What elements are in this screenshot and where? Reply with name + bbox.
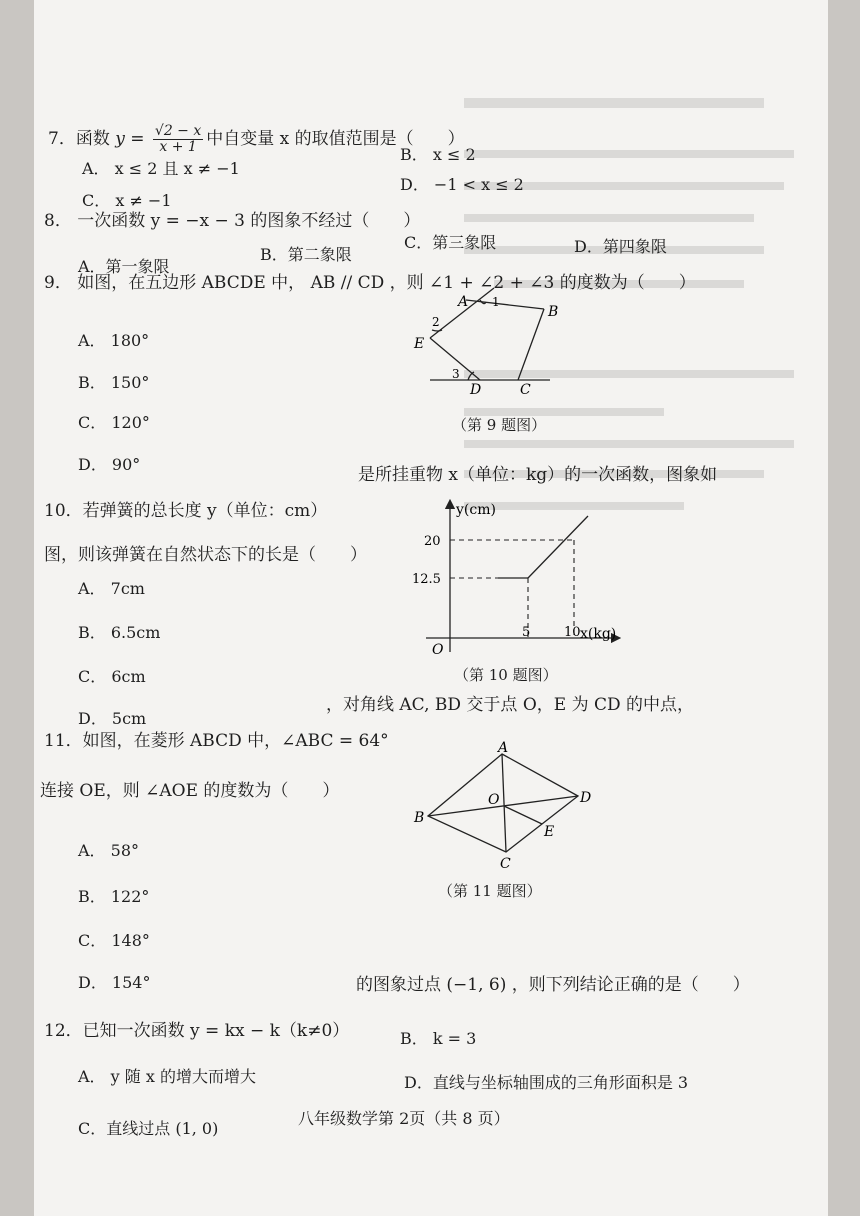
pentagon-label-e: E: [414, 336, 425, 352]
rhombus-label-b: B: [414, 810, 425, 826]
q10-option-a: A． 7cm: [78, 579, 145, 598]
q7-fraction-denominator: x + 1: [159, 139, 197, 155]
page-footer: 八年级数学第 2页（共 8 页）: [298, 1109, 510, 1128]
q11-option-c: C． 148°: [78, 931, 150, 950]
rhombus-label-o: O: [488, 792, 500, 808]
rhombus-label-e: E: [544, 824, 555, 840]
spring-graph: [412, 496, 628, 658]
q12-text-line1: 的图象过点 (−1, 6) ，则下列结论正确的是（ ）: [356, 975, 750, 995]
spring-graph-origin: O: [432, 642, 444, 658]
q7-option-b: B． x ≤ 2: [400, 145, 476, 164]
q9-option-d: D． 90°: [78, 455, 141, 474]
q12-option-a: A． y 随 x 的增大而增大: [78, 1067, 256, 1086]
q9-option-a: A． 180°: [78, 331, 150, 350]
q11-text-line2: 11．如图，在菱形 ABCD 中，∠ABC = 64°: [44, 731, 389, 751]
q10-text-line1: 是所挂重物 x（单位：kg）的一次函数，图象如: [358, 465, 718, 485]
q12-option-d: D．直线与坐标轴围成的三角形面积是 3: [404, 1073, 689, 1092]
q9-option-b: B． 150°: [78, 373, 150, 392]
segment-oe: [504, 806, 542, 824]
q7-option-a: A． x ≤ 2 且 x ≠ −1: [82, 159, 240, 178]
angle-1-label: 1: [492, 295, 500, 309]
q7-option-c: C． x ≠ −1: [82, 191, 172, 210]
q12-option-b: B． k = 3: [400, 1029, 477, 1048]
q7-number: 7．: [48, 129, 76, 149]
pentagon-edge-bc: [518, 309, 544, 380]
q7-fraction-numerator: √2 − x: [154, 123, 202, 139]
q8-option-c: C．第三象限: [404, 233, 497, 252]
q11-option-a: A． 58°: [78, 841, 140, 860]
pentagon-label-d: D: [470, 382, 482, 398]
q10-text-line3: 图，则该弹簧在自然状态下的长是（ ）: [44, 545, 367, 565]
q11-caption: （第 11 题图）: [438, 882, 542, 900]
q9-caption: （第 9 题图）: [452, 416, 547, 434]
spring-graph-ytick-20: 20: [424, 534, 441, 549]
q10-option-c: C． 6cm: [78, 667, 146, 686]
exam-page: [34, 0, 828, 1216]
rhombus-label-c: C: [500, 856, 511, 872]
rhombus-label-a: A: [498, 740, 509, 756]
spring-graph-xtick-10: 10: [564, 625, 581, 640]
pentagon-figure: [408, 286, 598, 398]
q11-option-d: D． 154°: [78, 973, 151, 992]
rhombus-diagonal-ac: [502, 754, 506, 852]
pentagon-label-c: C: [520, 382, 531, 398]
rhombus-figure: [408, 740, 608, 876]
q11-option-b: B． 122°: [78, 887, 150, 906]
q12-option-c: C．直线过点 (1, 0): [78, 1119, 219, 1138]
q10-text-line2: 10．若弹簧的总长度 y（单位：cm）: [44, 501, 328, 521]
q11-text-line1: ，对角线 AC, BD 交于点 O，E 为 CD 的中点，: [326, 695, 695, 715]
spring-graph-y-label: y(cm): [456, 502, 496, 518]
q10-caption: （第 10 题图）: [454, 666, 558, 684]
q12-text-line2: 12．已知一次函数 y = kx − k（k≠0）: [44, 1021, 350, 1041]
q9-stem: 9． 如图，在五边形 ABCDE 中， AB // CD ，则 ∠1 + ∠2 + ∠3 的度数为（ ）: [44, 273, 696, 293]
angle-3-label: 3: [452, 367, 460, 381]
pentagon-label-a: A: [458, 294, 469, 310]
q8-option-a: A．第一象限: [78, 257, 170, 276]
q8-stem: 8． 一次函数 y = −x − 3 的图象不经过（ ）: [44, 211, 421, 231]
q9-option-c: C． 120°: [78, 413, 150, 432]
q7-option-d: D． −1 < x ≤ 2: [400, 175, 524, 194]
rhombus-label-d: D: [580, 790, 592, 806]
spring-graph-xtick-5: 5: [522, 625, 531, 640]
spring-graph-ytick-12-5: 12.5: [412, 572, 441, 587]
angle-2-label: 2: [432, 315, 440, 329]
q7-y-eq: y =: [115, 129, 145, 149]
pentagon-label-b: B: [548, 304, 559, 320]
angle-2-arc: [432, 330, 442, 331]
q10-option-b: B． 6.5cm: [78, 623, 161, 642]
q10-option-d: D． 5cm: [78, 709, 147, 728]
spring-graph-linear-segment: [528, 516, 588, 578]
q7-stem-post: 中自变量 x 的取值范围是（ ）: [206, 129, 465, 149]
q7-fraction: [153, 124, 203, 155]
q8-option-b: B．第二象限: [260, 245, 352, 264]
q11-text-line3: 连接 OE，则 ∠AOE 的度数为（ ）: [40, 781, 340, 801]
q7-stem-pre: 函数: [75, 129, 110, 149]
q8-option-d: D．第四象限: [574, 237, 667, 256]
spring-graph-x-label: x(kg): [580, 626, 617, 642]
